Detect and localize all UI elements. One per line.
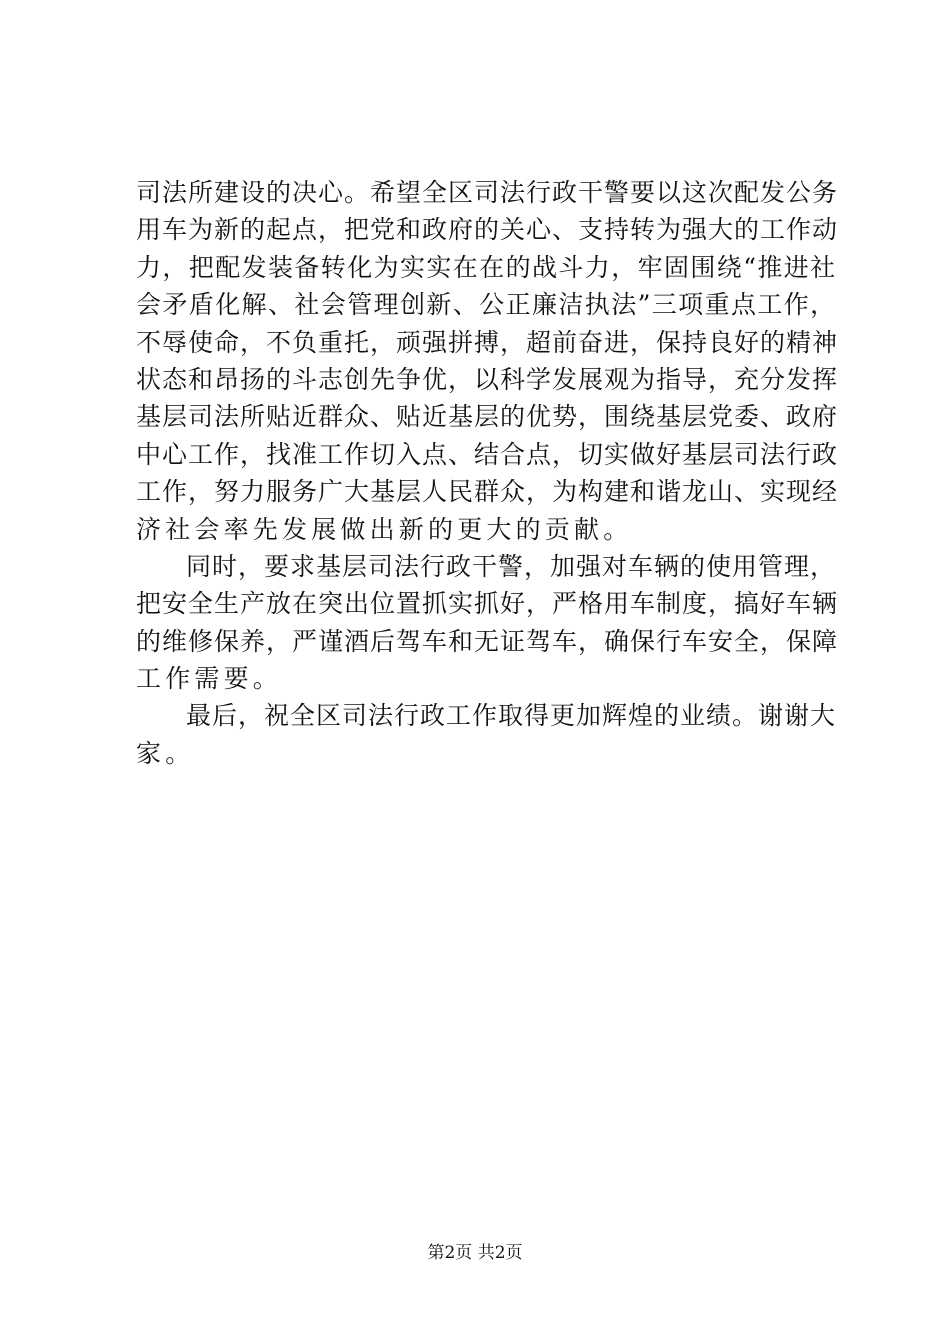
page-number-footer: 第2页 共2页	[427, 1243, 523, 1263]
body-line: 的维修保养，严谨酒后驾车和无证驾车，确保行车安全，保障	[136, 626, 839, 656]
body-line: 把安全生产放在突出位置抓实抓好，严格用车制度，搞好车辆	[136, 589, 839, 619]
document-body	[136, 174, 839, 772]
body-line: 用车为新的起点，把党和政府的关心、支持转为强大的工作动	[136, 215, 839, 245]
body-line: 工作，努力服务广大基层人民群众，为构建和谐龙山、实现经	[136, 477, 839, 507]
body-line: 最后，祝全区司法行政工作取得更加辉煌的业绩。谢谢大	[186, 701, 837, 731]
body-line: 会矛盾化解、社会管理创新、公正廉洁执法”三项重点工作，	[136, 290, 837, 320]
body-line: 状态和昂扬的斗志创先争优，以科学发展观为指导，充分发挥	[136, 364, 839, 394]
body-line: 力，把配发装备转化为实实在在的战斗力，牢固围绕“推进社	[136, 252, 837, 282]
body-line: 济社会率先发展做出新的更大的贡献。	[136, 514, 633, 544]
body-line: 基层司法所贴近群众、贴近基层的优势，围绕基层党委、政府	[136, 402, 839, 432]
body-line: 司法所建设的决心。希望全区司法行政干警要以这次配发公务	[136, 178, 839, 207]
body-line: 中心工作，找准工作切入点、结合点，切实做好基层司法行政	[136, 439, 839, 469]
body-line: 家。	[136, 738, 195, 768]
body-line: 同时，要求基层司法行政干警，加强对车辆的使用管理，	[186, 551, 837, 581]
body-line: 工作需要。	[136, 664, 283, 694]
body-line: 不辱使命，不负重托，顽强拼搏，超前奋进，保持良好的精神	[136, 327, 839, 357]
